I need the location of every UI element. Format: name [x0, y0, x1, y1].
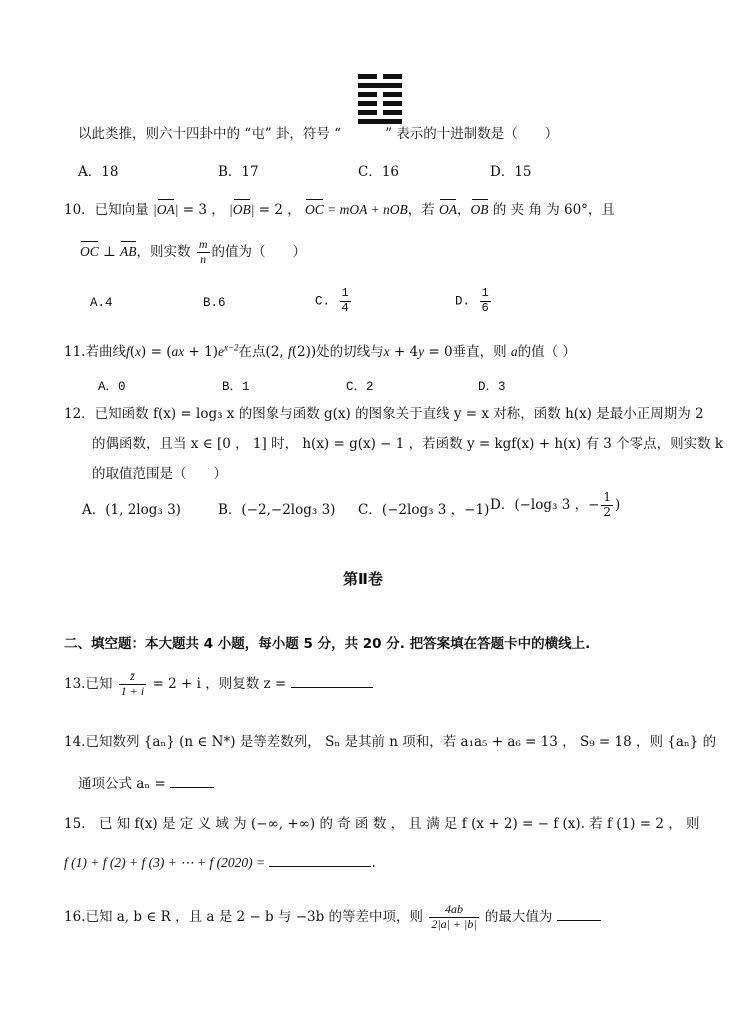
q10-option-b: B.6: [203, 296, 226, 310]
hexagram-symbol-icon: [358, 74, 402, 128]
q10-line1-end: 的 夹 角 为 60°，且: [492, 202, 615, 218]
q10-eq2: = 2 ，: [258, 202, 301, 218]
q10-vec-oc: OC: [305, 202, 324, 217]
q9-text-before: 以此类推，则六十四卦中的 “屯” 卦，符号 “: [78, 126, 342, 142]
q16-stem: [64, 903, 601, 932]
q10-line2: OC ⊥ AB，则实数 $\frac{m}{n}$ 的值为（ ）: [80, 237, 307, 266]
q16-answer-blank[interactable]: [557, 906, 601, 921]
q10-vec-ab: AB: [120, 243, 137, 259]
q10-mid3: ，若: [407, 202, 435, 218]
q10-line2-text: ，则实数: [136, 243, 191, 260]
q11-end: 垂直，则: [452, 344, 507, 360]
q12-option-d: D．(−log₃ 3 ，− $\frac{1}{2}$ ): [490, 490, 621, 519]
q10-fraction: $\frac{m}{n}$: [198, 237, 208, 266]
q11-stem: 11.若曲线$f(x) = (ax + 1)e^{x-2}$在点(2, f(2))处的切线与x + 4y = 0垂直，则 a的值（ ）: [64, 342, 576, 360]
q11-option-a: A．0: [98, 380, 126, 394]
q10-number: 10．已知向量: [64, 202, 149, 218]
q9-stem: [78, 122, 558, 142]
q12-option-a: A．(1, 2log₃ 3): [82, 502, 181, 518]
q10-option-a: A.4: [90, 296, 113, 310]
q10-vec-ob-2: OB: [470, 202, 489, 217]
q9-option-a: A．18: [78, 164, 119, 180]
q16-fraction: $\frac{4ab}{2|a| + |b|}$: [431, 902, 477, 931]
q16-text: 16.已知 a, b ∈ R ，且 a 是 2 − b 与 −3b 的等差中项，则: [64, 908, 424, 925]
q10-line1: 10．已知向量 |OA| = 3 ， |OB| = 2 ， OC = mOA + nOB，若 OA，OB 的 夹 角 为 60°，且: [64, 202, 615, 218]
q10-vec-oa: OA: [156, 202, 175, 217]
q14-line2: 通项公式 aₙ =: [78, 772, 214, 792]
q10-eq1: = 3 ，: [182, 202, 225, 218]
q10-eq-oc: = mOA + nOB: [327, 202, 408, 217]
q15-answer-blank[interactable]: [269, 852, 371, 867]
q11-option-b: B．1: [222, 380, 250, 394]
q12-line1: 12．已知函数 f(x) = log₃ x 的图象与函数 g(x) 的图象关于直线 y = x 对称，函数 h(x) 是最小正周期为 2: [64, 406, 704, 422]
q11-mid: 在点: [238, 344, 266, 360]
q10-option-d: D. $\frac{1}{6}$: [455, 286, 489, 315]
q10-vec-oa-2: OA: [439, 202, 458, 217]
q10-line2-end: 的值为（ ）: [211, 243, 307, 260]
q12-option-b: B．(−2,−2log₃ 3): [218, 502, 336, 518]
q11-mid2: 处的切线与: [316, 344, 384, 360]
q15-line2: f (1) + f (2) + f (3) + ⋯ + f (2020) = .: [64, 852, 376, 871]
q12-line2: 的偶函数，且当 x ∈ [0 ， 1] 时， h(x) = g(x) − 1 ，若函数 y = kgf(x) + h(x) 有 3 个零点，则实数 k: [92, 436, 724, 452]
q9-option-b: B．17: [218, 164, 259, 180]
section2-heading: 二、填空题：本大题共 4 小题，每小题 5 分，共 20 分. 把答案填在答题卡中的横线上.: [64, 636, 591, 652]
q16-text-end: 的最大值为: [484, 908, 553, 925]
q9-option-d: D．15: [490, 164, 532, 180]
q10-vec-oc-2: OC: [80, 243, 99, 259]
part2-title: 第Ⅱ卷: [343, 570, 383, 588]
q14-line1: 14.已知数列 {aₙ} (n ∈ N*) 是等差数列， Sₙ 是其前 n 项和，若 a₁a₅ + a₆ = 13 ， S₉ = 18 ，则 {aₙ} 的: [64, 734, 717, 750]
q15-line1: 15. 已 知 f(x) 是 定 义 域 为 (−∞, +∞) 的 奇 函 数 ， 且 满 足 f (x + 2) = − f (x). 若 f (1) = 2 ， 则: [64, 816, 700, 832]
q12-line3: 的取值范围是（ ）: [92, 466, 227, 482]
q10-option-c: C. $\frac{1}{4}$: [315, 286, 349, 315]
q10-vec-ob: OB: [232, 202, 251, 217]
q12-option-c: C．(−2log₃ 3 ，−1): [358, 502, 490, 518]
q13-answer-blank[interactable]: [291, 673, 373, 688]
q9-option-c: C．16: [358, 164, 400, 180]
q14-answer-blank[interactable]: [170, 773, 214, 788]
q11-end2: 的值（ ）: [517, 344, 576, 360]
q11-option-c: C．2: [346, 380, 374, 394]
q11-option-d: D．3: [478, 380, 506, 394]
q13-fraction: $\frac{z̄}{1 + i}$: [120, 669, 145, 698]
q13-stem: [64, 670, 373, 699]
q11-number: 11.若曲线: [64, 344, 126, 360]
q9-text-after: ” 表示的十进制数是（ ）: [385, 126, 559, 142]
q13-text: = 2 + i ，则复数 z =: [152, 675, 287, 692]
q13-number: 13.已知: [64, 675, 113, 692]
